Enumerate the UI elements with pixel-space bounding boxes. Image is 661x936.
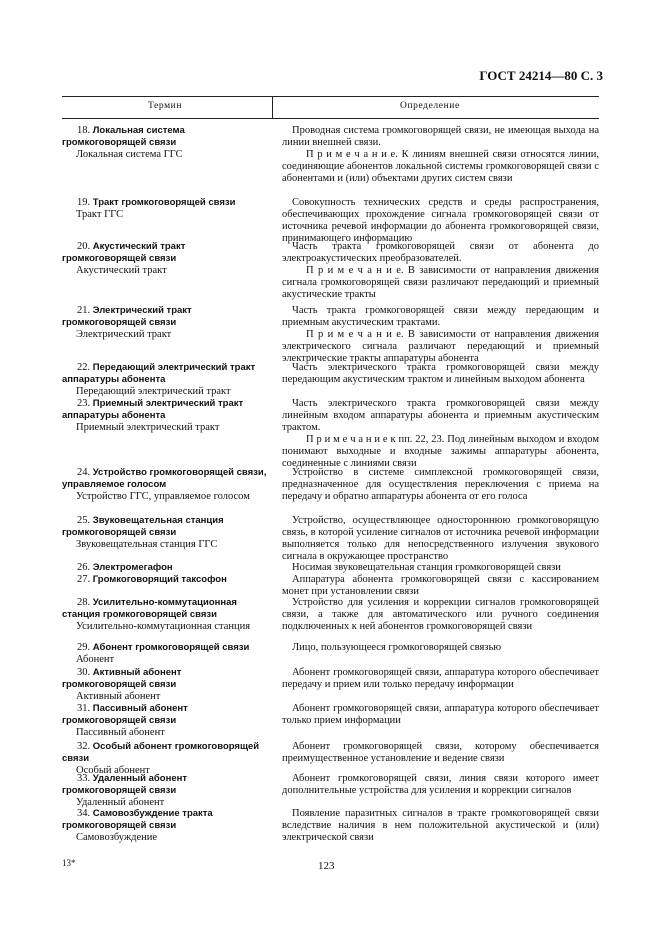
term-number: 31. (77, 703, 91, 714)
definition-text: Лицо, пользующееся громкоговорящей связью (292, 642, 502, 653)
term-title: Активный абонент громкоговорящей связи (62, 667, 182, 690)
definition-cell (282, 125, 599, 185)
definition-cell (282, 467, 599, 503)
term-cell (62, 241, 267, 277)
table-header-rule (62, 118, 599, 119)
term-number: 28. (77, 597, 91, 608)
term-cell (62, 773, 267, 809)
term-cell (62, 362, 267, 398)
term-title: Электромегафон (92, 562, 173, 573)
definition-cell (282, 741, 599, 765)
term-number: 21. (77, 305, 91, 316)
footer-signature-mark: 13* (62, 858, 76, 868)
definition-cell (282, 398, 599, 470)
term-cell (62, 642, 267, 666)
term-title: Приемный электрический тракт аппаратуры абонента (62, 398, 244, 421)
definition-cell (282, 703, 599, 727)
definition-text: Проводная система громкоговорящей связи, не имеющая выхода на линии внешней связи. (282, 125, 599, 148)
column-header-term: Термин (148, 101, 183, 111)
term-number: 30. (77, 667, 91, 678)
term-short-form: Особый абонент (76, 765, 150, 776)
definition-text: Часть тракта громкоговорящей связи от абонента до электроакустических преобразователей. (282, 241, 599, 264)
term-title: Усилительно-коммутационная станция громкоговорящей связи (62, 597, 237, 620)
term-short-form: Акустический тракт (76, 265, 167, 276)
term-number: 33. (77, 773, 91, 784)
definition-text: Появление паразитных сигналов в тракте громкоговорящей связи вследствие наличия в нем положительной акустической и (или) электрической связи (282, 808, 599, 843)
definition-cell (282, 362, 599, 386)
definition-text: Устройство для усиления и коррекции сигналов громкоговорящей связи, а также для автоматического или ручного соединения подключенных к ней абонентов громкоговорящей связи (282, 597, 599, 632)
definition-cell (282, 808, 599, 844)
header-divider (272, 96, 273, 118)
term-title: Электрический тракт громкоговорящей связи (62, 305, 192, 328)
definition-cell (282, 305, 599, 365)
term-short-form: Локальная система ГГС (76, 149, 183, 160)
definition-text: Абонент громкоговорящей связи, которому обеспечивается преимущественное установление и ведение связи (282, 741, 599, 764)
definition-text: Абонент громкоговорящей связи, аппаратура которого обеспечивает только прием информации (282, 703, 599, 726)
term-cell (62, 398, 267, 434)
term-short-form: Пассивный абонент (76, 727, 165, 738)
term-number: 20. (77, 241, 91, 252)
definition-cell (282, 667, 599, 691)
term-title: Акустический тракт громкоговорящей связи (62, 241, 186, 264)
term-cell (62, 562, 267, 574)
term-short-form: Самовозбуждение (76, 832, 158, 843)
term-short-form: Удаленный абонент (76, 797, 165, 808)
term-number: 25. (77, 515, 91, 526)
term-short-form: Электрический тракт (76, 329, 172, 340)
term-number: 24. (77, 467, 91, 478)
page-number: 123 (318, 860, 335, 872)
table-top-rule (62, 96, 599, 97)
term-short-form: Тракт ГГС (76, 209, 124, 220)
term-cell (62, 574, 267, 586)
term-title: Громкоговорящий таксофон (92, 574, 227, 585)
term-number: 27. (77, 574, 91, 585)
term-cell (62, 741, 267, 777)
term-short-form: Устройство ГГС, управляемое голосом (76, 491, 250, 502)
page-header: ГОСТ 24214—80 С. 3 (479, 68, 603, 83)
term-cell (62, 197, 267, 221)
term-cell (62, 808, 267, 844)
term-title: Удаленный абонент громкоговорящей связи (62, 773, 188, 796)
term-title: Локальная система громкоговорящей связи (62, 125, 185, 148)
term-cell (62, 305, 267, 341)
definition-text: Часть тракта громкоговорящей связи между передающим и приемным акустическим трактами. (282, 305, 599, 328)
definition-cell (282, 562, 599, 574)
definition-text: Абонент громкоговорящей связи, аппаратура которого обеспечивает передачу и прием или только передачу информации (282, 667, 599, 690)
definition-text: Часть электрического тракта громкоговорящей связи между передающим акустическим трактом и линейным выходом абонента (282, 362, 599, 385)
term-number: 29. (77, 642, 91, 653)
term-cell (62, 125, 267, 161)
term-number: 19. (77, 197, 91, 208)
term-number: 22. (77, 362, 91, 373)
term-cell (62, 703, 267, 739)
definition-text: Носимая звуковещательная станция громкоговорящей связи (292, 562, 561, 573)
definition-cell (282, 574, 599, 598)
definition-text: Совокупность технических средств и среды распространения, обеспечивающих прохождение сигнала громкоговорящей связи от источника речевой информации до абонента громкоговорящей связи, принимающего информацию (282, 197, 599, 244)
term-number: 32. (77, 741, 91, 752)
definition-text: Часть электрического тракта громкоговорящей связи между линейным входом аппаратуры абонента и приемным акустическим трактом. (282, 398, 599, 433)
term-title: Звуковещательная станция громкоговорящей связи (62, 515, 224, 538)
definition-cell (282, 773, 599, 797)
definition-cell (282, 197, 599, 245)
definition-cell (282, 241, 599, 301)
term-cell (62, 597, 267, 633)
term-short-form: Активный абонент (76, 691, 161, 702)
term-short-form: Приемный электрический тракт (76, 422, 220, 433)
term-cell (62, 467, 267, 503)
term-title: Самовозбуждение тракта громкоговорящей связи (62, 808, 213, 831)
term-short-form: Абонент (76, 654, 115, 665)
definition-cell (282, 515, 599, 563)
definition-note: П р и м е ч а н и е. К линиям внешней связи относятся линии, соединяющие абонентов локальной системы громкоговорящей связи с абонентами и (или) объектами других систем связи (282, 149, 599, 184)
definition-text: Аппаратура абонента громкоговорящей связи с кассированием монет при установлении связи (282, 574, 599, 597)
term-title: Тракт громкоговорящей связи (92, 197, 236, 208)
term-title: Устройство громкоговорящей связи, управляемое голосом (62, 467, 267, 490)
term-title: Абонент громкоговорящей связи (92, 642, 250, 653)
definition-text: Устройство, осуществляющее одностороннюю громкоговорящую связь, в которой усиление сигналов от источника речевой информации выполняется только для непосредственного излучения звукового сигнала в окружающее пространство (282, 515, 599, 562)
column-header-definition: Определение (400, 101, 460, 111)
term-cell (62, 515, 267, 551)
definition-note: П р и м е ч а н и е. В зависимости от направления движения сигнала громкоговорящей связи различают передающий и приемный акустические тракты (282, 265, 599, 300)
term-number: 26. (77, 562, 91, 573)
term-title: Пассивный абонент громкоговорящей связи (62, 703, 188, 726)
term-short-form: Усилительно-коммутационная станция (76, 621, 251, 632)
term-short-form: Передающий электрический тракт (76, 386, 231, 397)
term-cell (62, 667, 267, 703)
definition-cell (282, 642, 599, 654)
definition-note: П р и м е ч а н и е. В зависимости от направления движения электрического сигнала различают передающий и приемный электрические тракты аппаратуры абонента (282, 329, 599, 364)
term-number: 18. (77, 125, 91, 136)
term-title: Передающий электрический тракт аппаратуры абонента (62, 362, 256, 385)
term-number: 23. (77, 398, 91, 409)
definition-cell (282, 597, 599, 633)
term-title: Особый абонент громкоговорящей связи (62, 741, 260, 764)
term-number: 34. (77, 808, 91, 819)
definition-note: П р и м е ч а н и е к пп. 22, 23. Под линейным выходом и входом понимают выходные и входные зажимы аппаратуры абонента, соединенные с линиями связи (282, 434, 599, 469)
term-short-form: Звуковещательная станция ГГС (76, 539, 218, 550)
definition-text: Устройство в системе симплексной громкоговорящей связи, предназначенное для осуществления переключения с приема на передачу и обратно аппаратуры абонента от его голоса (282, 467, 599, 502)
definition-text: Абонент громкоговорящей связи, линия связи которого имеет дополнительные устройства для усиления и коррекции сигналов (282, 773, 599, 796)
